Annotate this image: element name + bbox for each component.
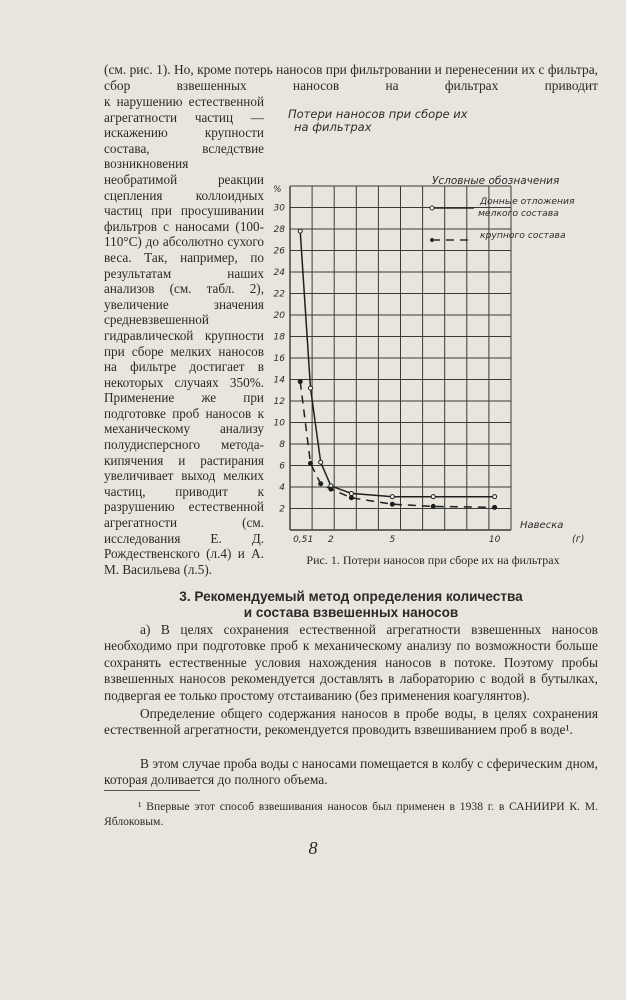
y-axis-label: % — [273, 185, 282, 195]
x-axis-unit: (г) — [572, 534, 585, 545]
legend-dashed-marker — [430, 238, 434, 242]
legend-solid-marker — [430, 206, 434, 210]
series-2-point — [431, 504, 435, 508]
intro-paragraph: (см. рис. 1). Но, кроме потерь наносов при фильтровании и перенесении их с фильтра, сбор взвешенных наносов на фильтрах приводит — [104, 62, 598, 94]
legend-solid-label-line-2: мелкого состава — [478, 208, 559, 219]
y-tick-label: 12 — [273, 397, 285, 407]
section-heading — [104, 589, 598, 621]
y-tick-label: 14 — [273, 375, 285, 386]
legend-dashed-label: крупного состава — [480, 230, 566, 241]
y-tick-label: 20 — [273, 311, 285, 321]
y-tick-label: 10 — [273, 418, 285, 429]
series-1-point — [308, 386, 312, 390]
paragraph-b: Определение общего содержания наносов в пробе воды, в целях сохранения естественной агрегатности, рекомендуется проводить взвешиванием проб в воде¹. — [104, 706, 598, 738]
y-tick-label: 22 — [273, 289, 285, 300]
x-tick-label: 0,5 — [293, 535, 308, 545]
legend-title: Условные обозначения — [432, 175, 560, 187]
side-column-paragraph: к нарушению естественной агрегатности частиц — искажению крупности состава, вследствие возникновения необратимой реакции сцепления коллоидных частиц при просушивании фильтров с наносами (100-110°С) до абсолютно сухого веса. Так, например, по результатам наших анализов (см. табл. 2), увеличение значения средневзвешенной гидравлической крупности при сборе мелких наносов на фильтре достигает в некоторых случаях 350%. Применение же при подготовке проб наносов к механическому анализу полудисперсного метода-кипячения и растирания увеличивает выход мелких частиц, приводит к разрушению естественной агрегатности (см. исследования Е. Д. Рождественского (л.4) и А. М. Васильева (л.5). — [104, 94, 264, 577]
x-axis-label: Навеска — [520, 520, 564, 531]
chart-title-line: на фильтрах — [294, 120, 372, 134]
footnote: ¹ Впервые этот способ взвешивания наносов был применен в 1938 г. в САНИИРИ К. М. Яблоковым. — [104, 800, 598, 828]
series-1-point — [298, 229, 302, 233]
series-1-point — [493, 495, 497, 499]
chart-title-line: Потери наносов при сборе их — [288, 107, 468, 121]
series-2-point — [390, 502, 394, 506]
series-2-point — [319, 482, 323, 486]
x-tick-label: 2 — [328, 535, 334, 545]
paragraph-c: В этом случае проба воды с наносами помещается в колбу с сферическим дном, которая доливается до полного объема. — [104, 756, 598, 788]
y-tick-label: 4 — [279, 483, 285, 493]
series-2-point — [298, 380, 302, 384]
y-tick-label: 18 — [273, 332, 285, 343]
y-tick-label: 30 — [273, 203, 285, 214]
x-tick-label: 1 — [307, 535, 314, 545]
series-1-point — [390, 495, 394, 499]
y-tick-label: 24 — [273, 268, 285, 278]
page-number: 8 — [308, 838, 318, 858]
legend-solid-label-line-1: Донные отложения — [480, 196, 575, 207]
x-tick-label: 10 — [488, 535, 501, 545]
y-tick-label: 8 — [279, 440, 285, 450]
series-2-point — [308, 461, 312, 465]
series-2-point — [349, 496, 353, 500]
series-1-point — [349, 491, 353, 495]
figure-1 — [268, 100, 598, 572]
x-tick-label: 5 — [389, 535, 396, 545]
series-line-1 — [300, 231, 494, 497]
y-tick-label: 26 — [273, 246, 285, 257]
y-tick-label: 28 — [273, 225, 285, 235]
y-tick-label: 2 — [279, 504, 285, 515]
paragraph-a: а) В целях сохранения естественной агрегатности взвешенных наносов необходимо при подготовке проб к механическому анализу по возможности больше сохранять естественные условия нахождения наносов в потоке. Поэтому пробы взвешенных наносов рекомендуется доставлять в лабораторию с водой в бутылках, подвергая ее только простому отстаиванию (без применения коагулянтов). — [104, 622, 598, 703]
series-2-point — [493, 505, 497, 509]
section-heading-line-2: и состава взвешенных наносов — [243, 605, 459, 620]
series-1-point — [431, 495, 435, 499]
section-heading-line-1: 3. Рекомендуемый метод определения количества — [179, 589, 523, 604]
series-1-point — [319, 460, 323, 464]
series-2-point — [329, 487, 333, 491]
y-tick-label: 16 — [273, 354, 285, 364]
footnote-divider — [104, 790, 200, 791]
sediment-loss-chart — [268, 100, 598, 550]
y-tick-label: 6 — [279, 461, 285, 472]
figure-caption: Рис. 1. Потери наносов при сборе их на фильтрах — [306, 553, 560, 567]
